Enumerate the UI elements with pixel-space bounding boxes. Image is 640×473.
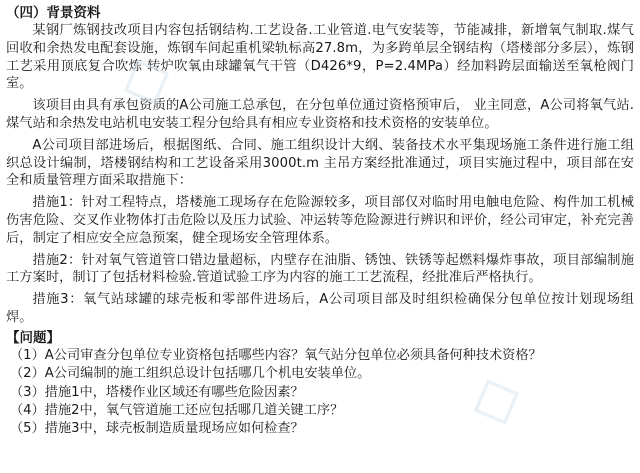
paragraph-organization-design: A公司项目部进场后，根据图纸、合同、施工组织设计大纲、装备技术水平集现场施工条件进行施工组织总设计编制，塔楼钢结构和工艺设备采用3000t.m 主吊方案经批准通过，项目实施过程中，项目部在安全和质量管理方面采取措施下： — [6, 137, 634, 189]
question-item: （3）措施1中，塔楼作业区域还有哪些危险因素？ — [10, 384, 304, 400]
question-item: （5）措施3中，球壳板制造质量现场应如何检查？ — [10, 421, 304, 437]
questions-title: 【问题】 — [6, 329, 60, 346]
question-item: （4）措施2中，氧气管道施工还应包括哪几道关键工序？ — [10, 402, 344, 418]
paragraph-measure-3: 措施3：氧气站球罐的球壳板和零部件进场后，A公司项目部及时组织检确保分包单位按计划现场组焊。 — [6, 292, 634, 325]
paragraph-measure-1: 措施1：针对工程特点，塔楼施工现场存在危险源较多，项目部仅对临时用电触电危险、构件加工机械伤害危险、交叉作业物体打击危险以及压力试验、冲运转等危险源进行辨识和评价，经公司审定，补充完善后，制定了相应安全应急预案，健全现场安全管理体系。 — [6, 195, 634, 246]
question-item: （1）A公司审查分包单位专业资格包括哪些内容？氧气站分包单位必须具备何种技术资格？ — [10, 347, 542, 363]
paragraph-contractor: 该项目由具有承包资质的A公司施工总承包，在分包单位通过资格预审后， 业主同意，A公司将氧气站.煤气站和余热发电站机电安装工程分包给具有相应专业资格和技术资格的安装单位。 — [6, 98, 634, 131]
question-item: （2）A公司编制的施工组织总设计包括哪几个机电安装单位。 — [10, 366, 371, 382]
watermark: ◇ — [107, 33, 182, 122]
paragraph-project-overview: 某钢厂炼钢技改项目内容包括钢结构.工艺设备.工业管道.电气安装等，节能减排，新增氧气制取.煤气回收和余热发电配套设施，炼钢车间起重机梁轨标高27.8m，为多跨单层全钢结构（塔楼部分多层），炼钢工艺采用顶底复合吹炼 转炉吹氧由球罐氧气干管（D426*9，P=2.4MPa）经加料跨层面输送至氧枪阀门室。 — [6, 23, 634, 92]
watermark: ◇ — [457, 353, 532, 442]
paragraph-measure-2: 措施2：针对氧气管道管口错边量超标，内壁存在油脂、锈蚀、铁锈等起燃料爆炸事故，项目部编制施工方案时，制订了包括材料检验.管道试验工序为内容的施工工艺流程，经批准后严格执行。 — [6, 252, 634, 286]
background-title: （四）背景资料 — [6, 5, 101, 21]
